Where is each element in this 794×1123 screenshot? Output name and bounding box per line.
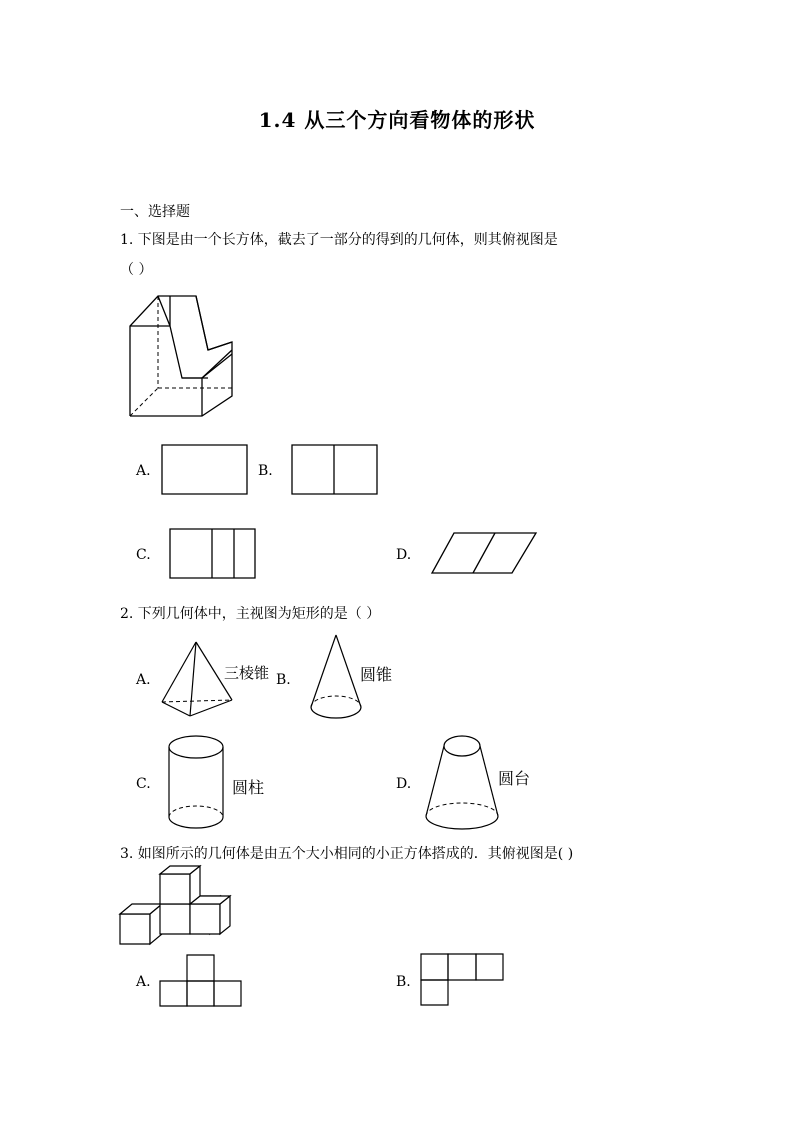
q2-option-d-label[interactable]: D. bbox=[396, 776, 412, 792]
q2-option-b-shape-label: 圆锥 bbox=[360, 665, 393, 684]
q2-option-a-label[interactable]: A. bbox=[136, 672, 151, 688]
q1-option-d-figure[interactable] bbox=[430, 531, 538, 575]
q3-option-b-figure[interactable] bbox=[420, 953, 506, 1007]
q3-cubes-figure bbox=[118, 866, 232, 948]
q1-option-a-figure[interactable] bbox=[161, 444, 249, 496]
q1-option-b-label[interactable]: B. bbox=[258, 463, 273, 479]
question-1-stem: 1. 下图是由一个长方体，截去了一部分的得到的几何体，则其俯视图是 bbox=[120, 232, 558, 248]
q1-option-c-figure[interactable] bbox=[169, 528, 257, 580]
q1-option-d-label[interactable]: D. bbox=[396, 547, 412, 563]
q2-option-c-figure[interactable] bbox=[166, 734, 226, 832]
q1-solid-figure bbox=[126, 292, 238, 420]
q2-option-c-shape-label: 圆柱 bbox=[232, 778, 265, 797]
q3-option-a-label[interactable]: A. bbox=[136, 974, 151, 990]
q2-option-b-figure[interactable] bbox=[308, 633, 364, 723]
question-2-stem: 2. 下列几何体中，主视图为矩形的是（ ） bbox=[120, 606, 381, 622]
q3-option-b-label[interactable]: B. bbox=[396, 974, 411, 990]
q3-option-a-figure[interactable] bbox=[159, 954, 245, 1008]
q2-option-d-shape-label: 圆台 bbox=[498, 769, 531, 788]
q2-option-c-label[interactable]: C. bbox=[136, 776, 151, 792]
q2-option-d-figure[interactable] bbox=[422, 734, 502, 832]
section-heading: 一、选择题 bbox=[120, 204, 190, 220]
q2-option-a-shape-label: 三棱锥 bbox=[224, 664, 270, 682]
page-title: 1.4 从三个方向看物体的形状 bbox=[258, 108, 536, 132]
q2-option-b-label[interactable]: B. bbox=[276, 672, 291, 688]
q1-option-a-label[interactable]: A. bbox=[136, 463, 151, 479]
q1-option-b-figure[interactable] bbox=[291, 444, 379, 496]
q1-option-c-label[interactable]: C. bbox=[136, 547, 151, 563]
question-3-stem: 3. 如图所示的几何体是由五个大小相同的小正方体搭成的．其俯视图是( ) bbox=[120, 846, 574, 862]
question-1-paren: （ ） bbox=[120, 262, 153, 278]
